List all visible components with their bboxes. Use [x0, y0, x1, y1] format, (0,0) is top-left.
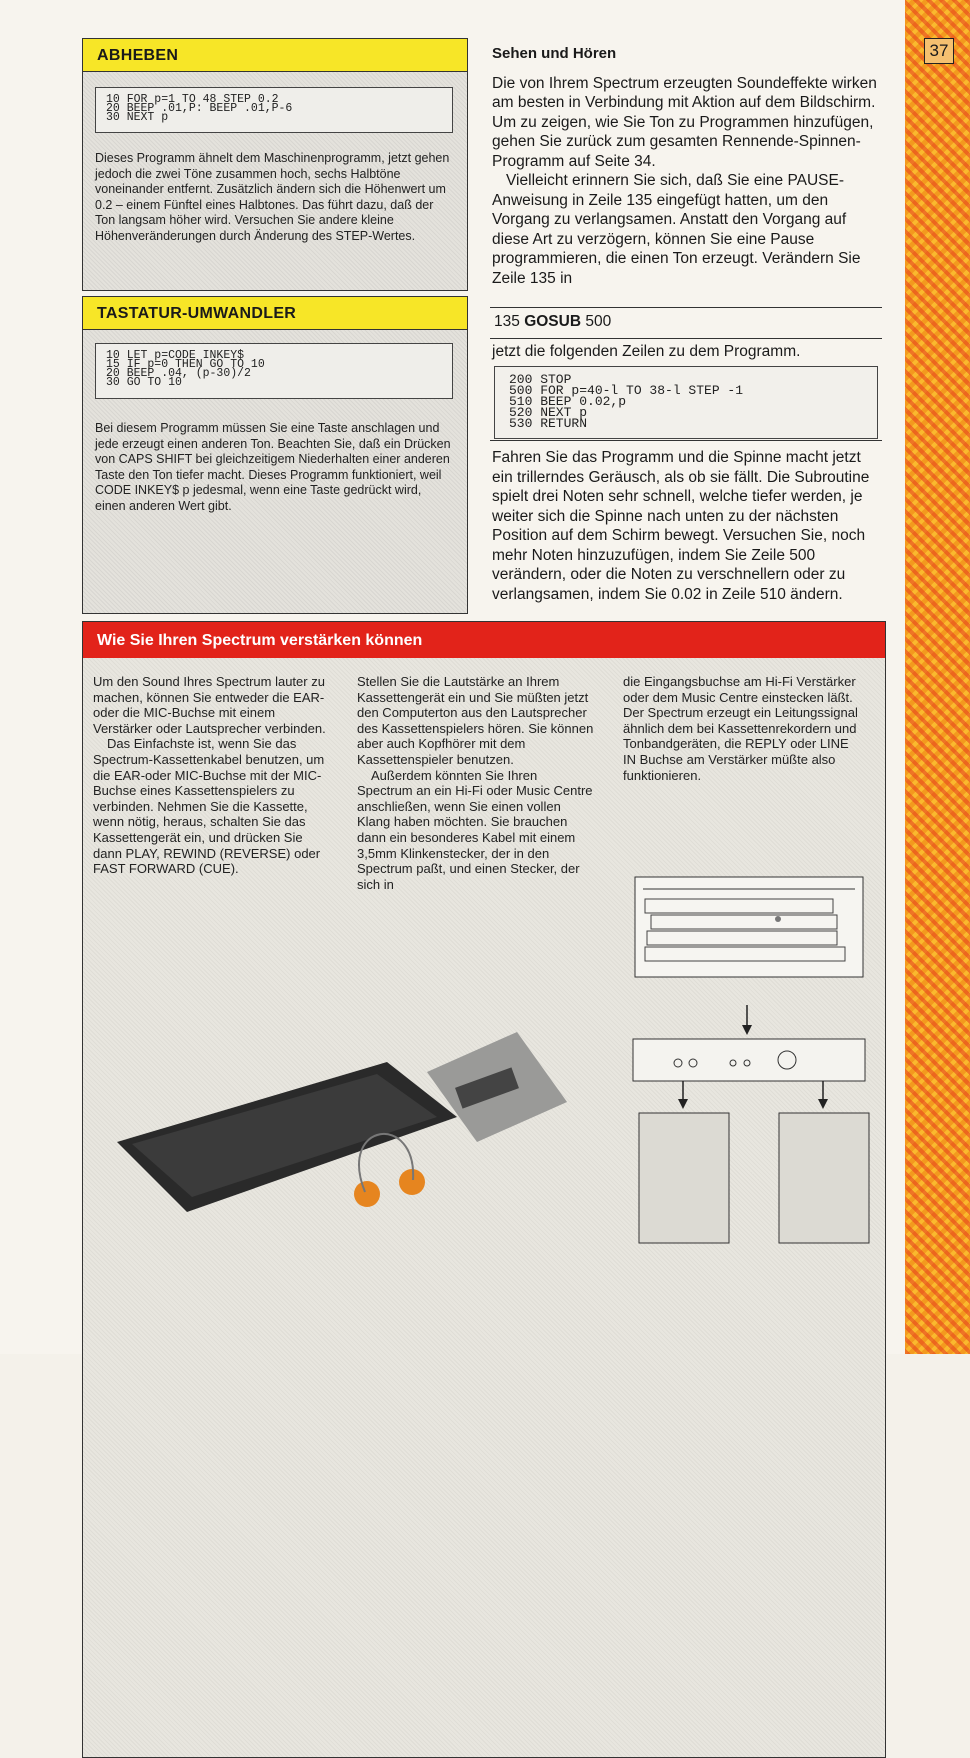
amplify-title: Wie Sie Ihren Spectrum verstärken können	[83, 622, 885, 658]
tastatur-text: Bei diesem Programm müssen Sie eine Taste anschlagen und jede erzeugt einen anderen Ton. Beachten Sie, daß ein Drücken von CAPS SHIFT bei gleichzeitigem Niederhalten einer anderen Taste den Ton tiefer macht. Dieses Programm funktioniert, weil CODE INKEY$ p jedesmal, wenn eine Taste gedrückt wird, einen anderen Wert gibt.	[95, 421, 451, 513]
tastatur-code: 10 LET p=CODE INKEY$ 15 IF p=0 THEN GO TO 10 20 BEEP .04, (p-30)/2 30 GO TO 10	[95, 343, 453, 399]
amplify-col2-para2: Außerdem könnten Sie Ihren Spectrum an ein Hi-Fi oder Music Centre anschließen, wenn Sie einen vollen Klang haben möchten. Sie brauchen dann ein besonderes Kabel mit einem 3,5mm Klinkenstecker, der in den Spectrum paßt, und einen Stecker, der sich in	[357, 767, 593, 892]
keyboard-diagram-icon	[635, 877, 863, 977]
decorative-stripe	[905, 0, 970, 1354]
abheben-box	[82, 38, 468, 291]
section-heading: Sehen und Hören	[492, 45, 617, 62]
headphones-icon	[354, 1134, 425, 1207]
cassette-recorder-icon	[427, 1032, 567, 1142]
divider-top	[490, 307, 882, 308]
paragraph-4: Fahren Sie das Programm und die Spinne macht jetzt ein trillerndes Geräusch, als ob sie fällt. Die Subroutine spielt drei Noten sehr schnell, welche tiefer werden, je weiter sich die Spinne nach unten zu der nächsten Position auf dem Schirm bewegt. Versuchen Sie, noch mehr Noten hinzuzufügen, indem Sie Zeile 500 verändern, oder die Noten zu verschnellern oder zu verlangsamen, indem Sie 0.02 in Zeile 510 ändern.	[492, 449, 870, 603]
amplify-col1-para2: Das Einfachste ist, wenn Sie das Spectrum-Kassettenkabel benutzen, um die EAR-oder MIC-Buchse mit der MIC-Buchse eines Kassettenspielers zu verbinden. Nehmen Sie die Kassette, wenn nötig, heraus, schalten Sie das Kassettengerät ein, und drücken Sie dann PLAY, REWIND (REVERSE) oder FAST FORWARD (CUE).	[93, 736, 325, 877]
amplify-col1-para1: Um den Sound Ihres Spectrum lauter zu machen, können Sie entweder die EAR- oder die MIC-Buchse mit einem Verstärker oder Lautsprecher verbinden.	[93, 674, 326, 736]
gosub-target: 500	[585, 313, 612, 330]
amplify-column-2	[357, 674, 595, 892]
amplify-col2-para1: Stellen Sie die Lautstärke an Ihrem Kassettengerät ein und Sie müßten jetzt den Computerton aus den Lautsprecher des Kassettenspielers hören. Sie können aber auch Kopfhörer mit dem Kassettenspieler benutzen.	[357, 674, 594, 767]
hifi-diagram	[623, 867, 873, 1247]
gosub-line	[494, 313, 611, 331]
spectrum-photo	[97, 1022, 617, 1352]
amplify-column-1	[93, 674, 331, 877]
gosub-line-number: 135	[494, 313, 520, 330]
amplify-box	[82, 621, 886, 1758]
abheben-code: 10 FOR p=1 TO 48 STEP 0.2 20 BEEP .01,P: BEEP .01,P-6 30 NEXT p	[95, 87, 453, 133]
subroutine-code: 200 STOP 500 FOR p=40-l TO 38-l STEP -1 510 BEEP 0.02,p 520 NEXT p 530 RETURN	[494, 366, 878, 439]
paragraph-2: Vielleicht erinnern Sie sich, daß Sie eine PAUSE-Anweisung in Zeile 135 eingefügt hatten, um den Vorgang zu verlangsamen. Anstatt den Vorgang auf diese Art zu verzögern, können Sie eine Pause programmieren, die einen Ton erzeugt. Verändern Sie Zeile 135 in	[492, 172, 861, 287]
paragraph-1: Die von Ihrem Spectrum erzeugten Soundeffekte wirken am besten in Verbindung mit Aktion auf dem Bildschirm. Um zu zeigen, wie Sie Ton zu Programmen hinzufügen, gehen Sie zurück zum gesamten Rennende-Spinnen-Programm auf Seite 34.	[492, 74, 877, 170]
speaker-left-icon	[639, 1113, 729, 1243]
divider-bottom	[490, 440, 882, 441]
tastatur-title: TASTATUR-UMWANDLER	[83, 297, 467, 330]
page-number: 37	[924, 38, 954, 64]
abheben-text: Dieses Programm ähnelt dem Maschinenprogramm, jetzt gehen jedoch die zwei Töne zusammen hoch, sechs Halbtöne voneinander entfernt. Zusätzlich ändern sich die Höhenwert um 0.2 – einem Fünftel eines Halbtones. Das führt dazu, daß der Ton langsam höher wird. Versuchen Sie andere kleine Höhenveränderungen durch Änderung des STEP-Wertes.	[95, 151, 450, 243]
amplifier-icon	[633, 1039, 865, 1081]
paragraph-3: jetzt die folgenden Zeilen zu dem Programm.	[492, 343, 801, 360]
amplify-column-3	[623, 674, 861, 783]
amplify-col3-para: die Eingangsbuchse am Hi-Fi Verstärker oder dem Music Centre einstecken läßt. Der Spectrum erzeugt ein Leitungssignal ähnlich dem bei Kassettenrekordern und Tonbandgeräten, die REPLY oder LINE IN Buchse am Verstärker müßte also funktionieren.	[623, 674, 858, 783]
abheben-title: ABHEBEN	[83, 39, 467, 72]
divider-mid	[490, 338, 882, 339]
gosub-keyword: GOSUB	[524, 313, 582, 330]
speaker-right-icon	[779, 1113, 869, 1243]
right-column	[492, 44, 882, 288]
tastatur-box	[82, 296, 468, 614]
